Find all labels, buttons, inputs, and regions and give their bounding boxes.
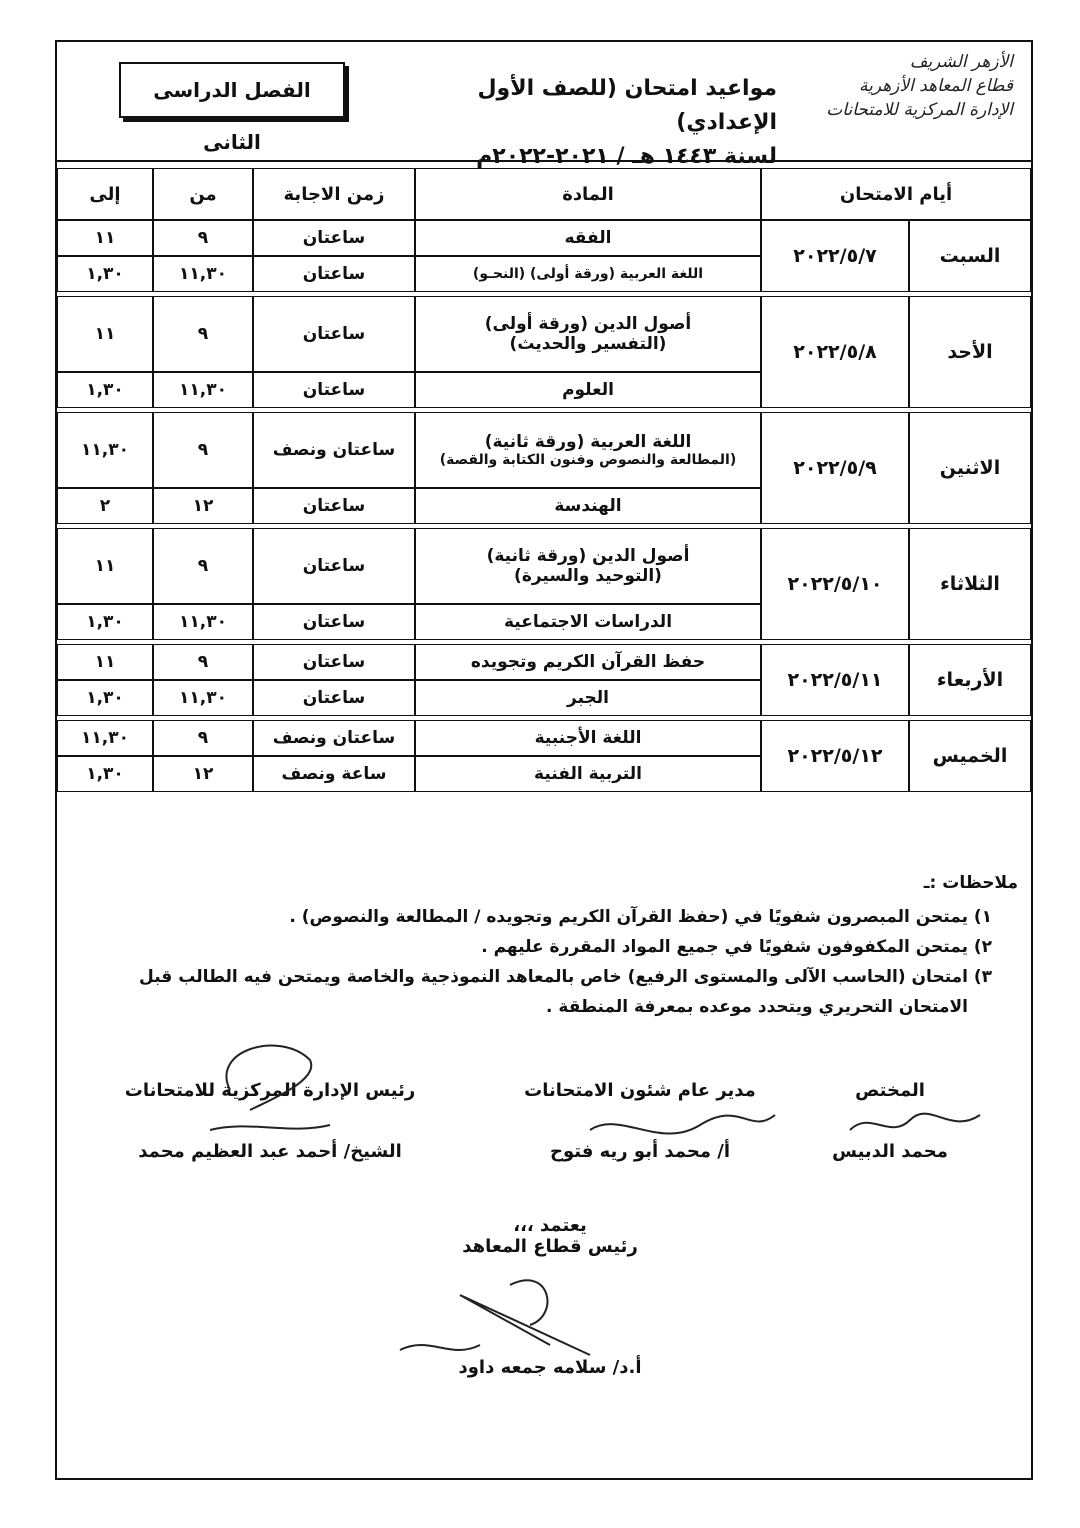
duration-cell: ساعتان: [253, 296, 415, 372]
date-cell: ٢٠٢٢/٥/١١: [761, 644, 909, 716]
handwritten-signature-approval: [390, 1265, 620, 1375]
to-time-cell: ١,٣٠: [57, 756, 153, 792]
signature-manager: مدير عام شئون الامتحانات أ/ محمد أبو ريه فتوح: [524, 1080, 756, 1162]
header-from: من: [153, 168, 253, 220]
from-time-cell: ٩: [153, 720, 253, 756]
handwritten-signature-head: [190, 1030, 340, 1140]
from-time-cell: ١٢: [153, 488, 253, 524]
table-row: [57, 720, 1031, 756]
date-cell: ٢٠٢٢/٥/١٠: [761, 528, 909, 640]
duration-cell: ساعتان ونصف: [253, 720, 415, 756]
semester-badge: الفصل الدراسى الثانى: [119, 62, 345, 118]
day-cell: الخميس: [909, 720, 1031, 792]
subject-cell: التربية الفنية: [415, 756, 761, 792]
duration-cell: ساعتان: [253, 680, 415, 716]
date-cell: ٢٠٢٢/٥/٧: [761, 220, 909, 292]
subject-cell: أصول الدين (ورقة ثانية) (التوحيد والسيرة): [415, 528, 761, 604]
table-row: [57, 644, 1031, 680]
header-duration: زمن الاجابة: [253, 168, 415, 220]
table-row: [57, 412, 1031, 488]
from-time-cell: ٩: [153, 644, 253, 680]
header-days: أيام الامتحان: [761, 168, 1031, 220]
from-time-cell: ٩: [153, 296, 253, 372]
duration-cell: ساعتان: [253, 220, 415, 256]
signature-specialist: المختص محمد الدبيس: [832, 1080, 948, 1162]
document-header: [57, 42, 1031, 169]
duration-cell: ساعتان ونصف: [253, 412, 415, 488]
from-time-cell: ١١,٣٠: [153, 256, 253, 292]
subject-cell: الهندسة: [415, 488, 761, 524]
date-cell: ٢٠٢٢/٥/٩: [761, 412, 909, 524]
from-time-cell: ١١,٣٠: [153, 604, 253, 640]
duration-cell: ساعتان: [253, 372, 415, 408]
table-row: [57, 528, 1031, 604]
header-subject: المادة: [415, 168, 761, 220]
day-cell: الأربعاء: [909, 644, 1031, 716]
notes-title: ملاحظات :ـ: [923, 873, 1018, 893]
to-time-cell: ١١: [57, 644, 153, 680]
header-to: إلى: [57, 168, 153, 220]
to-time-cell: ١١: [57, 528, 153, 604]
signature-head: رئيس الإدارة المركزية للامتحانات الشيخ/ أحمد عبد العظيم محمد: [124, 1080, 416, 1162]
day-cell: الاثنين: [909, 412, 1031, 524]
handwritten-signature-manager: [580, 1105, 780, 1155]
duration-cell: ساعة ونصف: [253, 756, 415, 792]
note-item: ٢) يمتحن المكفوفون شفويًا في جميع المواد المقررة عليهم .: [481, 937, 992, 957]
day-cell: الثلاثاء: [909, 528, 1031, 640]
table-row: [57, 220, 1031, 256]
notes-section: [70, 868, 1018, 1022]
to-time-cell: ١,٣٠: [57, 372, 153, 408]
note-item: ١) يمتحن المبصرون شفويًا في (حفظ القرآن الكريم وتجويده / المطالعة والنصوص) .: [289, 907, 992, 927]
subject-cell: اللغة الأجنبية: [415, 720, 761, 756]
note-item: ٣) امتحان (الحاسب الآلى والمستوى الرفيع) خاص بالمعاهد النموذجية والخاصة ويمتحن فيه الطالب قبل الامتحان التحريري ويتحدد موعده بمعرفة المنطقة .: [139, 967, 992, 1017]
subject-cell: اللغة العربية (ورقة أولى) (النحـو): [415, 256, 761, 292]
to-time-cell: ١١: [57, 296, 153, 372]
from-time-cell: ٩: [153, 220, 253, 256]
exam-schedule-table: [57, 168, 1031, 792]
from-time-cell: ١١,٣٠: [153, 372, 253, 408]
from-time-cell: ١١,٣٠: [153, 680, 253, 716]
date-cell: ٢٠٢٢/٥/١٢: [761, 720, 909, 792]
day-cell: السبت: [909, 220, 1031, 292]
subject-cell: الجبر: [415, 680, 761, 716]
date-cell: ٢٠٢٢/٥/٨: [761, 296, 909, 408]
page-title: مواعيد امتحان (للصف الأول الإعدادي) لسنة ١٤٤٣ هـ / ٢٠٢١-٢٠٢٢م: [476, 76, 777, 169]
to-time-cell: ٢: [57, 488, 153, 524]
from-time-cell: ٩: [153, 412, 253, 488]
day-cell: الأحد: [909, 296, 1031, 408]
subject-cell: الفقه: [415, 220, 761, 256]
duration-cell: ساعتان: [253, 528, 415, 604]
duration-cell: ساعتان: [253, 488, 415, 524]
to-time-cell: ١,٣٠: [57, 604, 153, 640]
duration-cell: ساعتان: [253, 644, 415, 680]
duration-cell: ساعتان: [253, 256, 415, 292]
table-row: [57, 296, 1031, 372]
subject-cell: أصول الدين (ورقة أولى) (التفسير والحديث): [415, 296, 761, 372]
to-time-cell: ١١: [57, 220, 153, 256]
subject-cell: اللغة العربية (ورقة ثانية) (المطالعة والنصوص وفنون الكتابة والقصة): [415, 412, 761, 488]
handwritten-signature-specialist: [840, 1100, 990, 1150]
duration-cell: ساعتان: [253, 604, 415, 640]
from-time-cell: ٩: [153, 528, 253, 604]
subject-cell: الدراسات الاجتماعية: [415, 604, 761, 640]
to-time-cell: ١١,٣٠: [57, 720, 153, 756]
signature-approval: يعتمد ،،، رئيس قطاع المعاهد أ.د/ سلامه جمعه داود: [458, 1215, 642, 1378]
institution-logo: الأزهر الشريف قطاع المعاهد الأزهرية الإدارة المركزية للامتحانات: [826, 52, 1013, 120]
to-time-cell: ١,٣٠: [57, 680, 153, 716]
to-time-cell: ١١,٣٠: [57, 412, 153, 488]
subject-cell: حفظ القرآن الكريم وتجويده: [415, 644, 761, 680]
to-time-cell: ١,٣٠: [57, 256, 153, 292]
subject-cell: العلوم: [415, 372, 761, 408]
from-time-cell: ١٢: [153, 756, 253, 792]
